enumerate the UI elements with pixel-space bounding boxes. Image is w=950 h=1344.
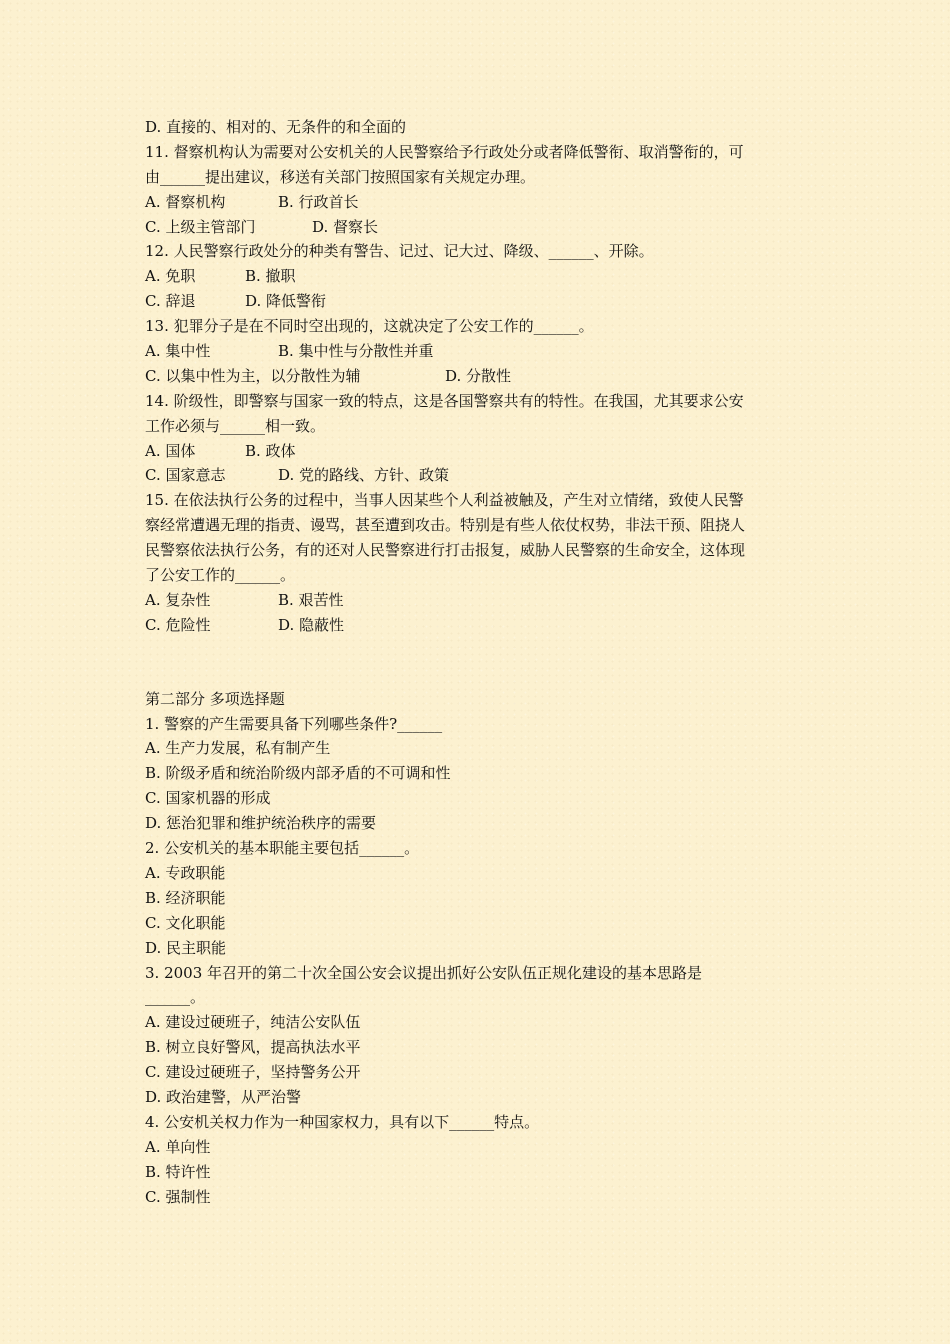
q14-option-b: B. 政体: [245, 441, 296, 460]
p2-q2-stem: 2. 公安机关的基本职能主要包括______。: [145, 839, 420, 858]
q14-option-d: D. 党的路线、方针、政策: [278, 466, 450, 485]
q12-option-b: B. 撤职: [245, 267, 296, 286]
p2-q2-option-d: D. 民主职能: [145, 938, 227, 957]
q12-option-a: A. 免职: [145, 267, 196, 286]
q11-option-b: B. 行政首长: [278, 192, 359, 211]
q13-stem: 13. 犯罪分子是在不同时空出现的，这就决定了公安工作的______。: [145, 317, 594, 336]
q12-options-row1: [145, 264, 810, 289]
q11-option-d: D. 督察长: [312, 217, 379, 236]
p2-q1-option-b: B. 阶级矛盾和统治阶级内部矛盾的不可调和性: [145, 764, 451, 783]
q14-option-c: C. 国家意志: [145, 466, 226, 485]
q10-option-d: D. 直接的、相对的、无条件的和全面的: [145, 118, 407, 136]
q15-options-row2: [145, 613, 810, 638]
q12-stem: 12. 人民警察行政处分的种类有警告、记过、记大过、降级、______、开除。: [145, 242, 654, 261]
p2-q1-stem: 1. 警察的产生需要具备下列哪些条件?______: [145, 714, 443, 733]
q13-option-a: A. 集中性: [145, 342, 211, 361]
p2-q1-option-c: C. 国家机器的形成: [145, 789, 271, 808]
q15-stem-line3: 民警察依法执行公务，有的还对人民警察进行打击报复，威胁人民警察的生命安全，这体现: [145, 541, 746, 560]
q15-options-row1: [145, 588, 810, 613]
p2-q4-option-a: A. 单向性: [145, 1137, 211, 1156]
part2-title: 第二部分 多项选择题: [145, 689, 285, 708]
q11-options-row1: [145, 190, 810, 215]
p2-q2-option-a: A. 专政职能: [145, 863, 226, 882]
section-spacer: [145, 638, 810, 687]
q15-stem-line4: 了公安工作的______。: [145, 566, 296, 585]
q14-option-a: A. 国体: [145, 441, 196, 460]
q11-options-row2: [145, 215, 810, 240]
p2-q3-stem-line2: ______。: [145, 988, 206, 1007]
q11-stem-line1: 11. 督察机构认为需要对公安机关的人民警察给予行政处分或者降低警衔、取消警衔的，可: [145, 142, 744, 161]
q13-options-row2: [145, 364, 810, 389]
p2-q3-option-d: D. 政治建警，从严治警: [145, 1087, 302, 1106]
p2-q1-option-a: A. 生产力发展，私有制产生: [145, 739, 331, 758]
q15-option-d: D. 隐蔽性: [278, 615, 345, 634]
q14-options-row1: [145, 439, 810, 464]
p2-q3-stem-line1: 3. 2003 年召开的第二十次全国公安会议提出抓好公安队伍正规化建设的基本思路是: [145, 963, 703, 982]
p2-q2-option-b: B. 经济职能: [145, 888, 226, 907]
q15-stem-line1: 15. 在依法执行公务的过程中，当事人因某些个人利益被触及，产生对立情绪，致使人民警: [145, 491, 744, 510]
p2-q4-option-b: B. 特许性: [145, 1162, 211, 1181]
p2-q3-option-a: A. 建设过硬班子，纯洁公安队伍: [145, 1013, 361, 1032]
q12-options-row2: [145, 289, 810, 314]
p2-q4-option-c: C. 强制性: [145, 1187, 211, 1206]
q13-option-b: B. 集中性与分散性并重: [278, 342, 434, 361]
q12-option-d: D. 降低警衔: [245, 292, 327, 311]
q11-option-a: A. 督察机构: [145, 192, 226, 211]
p2-q3-option-b: B. 树立良好警风，提高执法水平: [145, 1038, 361, 1057]
q11-stem-line2: 由______提出建议，移送有关部门按照国家有关规定办理。: [145, 167, 536, 186]
q14-stem-line2: 工作必须与______相一致。: [145, 416, 326, 435]
q14-options-row2: [145, 463, 810, 488]
document-body: [145, 115, 810, 1209]
q14-stem-line1: 14. 阶级性，即警察与国家一致的特点，这是各国警察共有的特性。在我国，尤其要求公安: [145, 391, 744, 410]
q13-option-c: C. 以集中性为主，以分散性为辅: [145, 366, 361, 385]
q15-stem-line2: 察经常遭遇无理的指责、谩骂，甚至遭到攻击。特别是有些人依仗权势，非法干预、阻挠人: [145, 516, 746, 535]
q15-option-a: A. 复杂性: [145, 590, 211, 609]
q15-option-b: B. 艰苦性: [278, 590, 344, 609]
q13-options-row1: [145, 339, 810, 364]
p2-q1-option-d: D. 惩治犯罪和维护统治秩序的需要: [145, 814, 377, 833]
p2-q3-option-c: C. 建设过硬班子，坚持警务公开: [145, 1063, 361, 1082]
q12-option-c: C. 辞退: [145, 292, 196, 311]
p2-q4-stem: 4. 公安机关权力作为一种国家权力，具有以下______特点。: [145, 1112, 540, 1131]
q11-option-c: C. 上级主管部门: [145, 217, 256, 236]
q15-option-c: C. 危险性: [145, 615, 211, 634]
q13-option-d: D. 分散性: [445, 366, 512, 385]
p2-q2-option-c: C. 文化职能: [145, 913, 226, 932]
